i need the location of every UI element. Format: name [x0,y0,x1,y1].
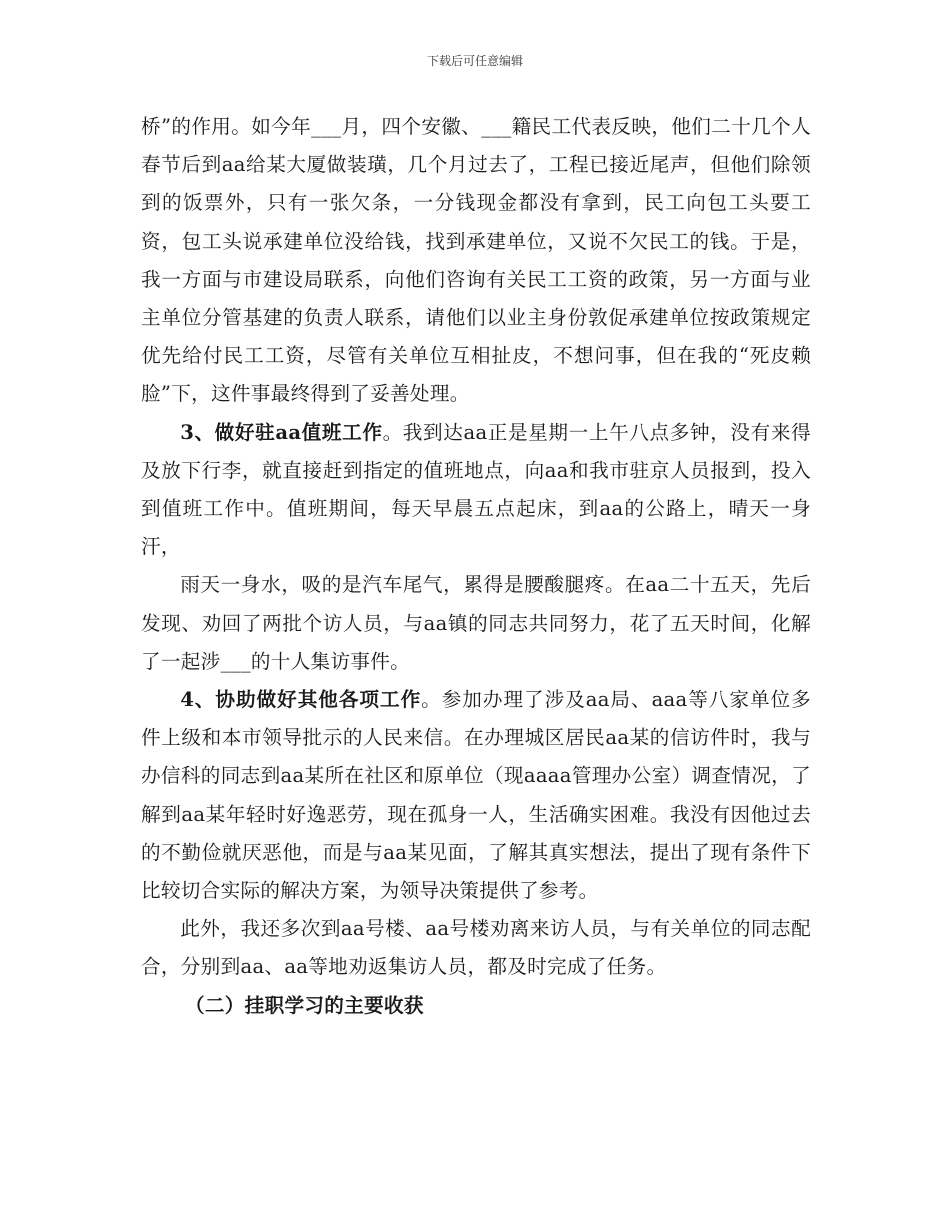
section-heading: （二）挂职学习的主要收获 [185,993,424,1017]
page-header: 下载后可任意编辑 [426,54,523,68]
item-heading-4: 4、协助做好其他各项工作 [180,688,422,712]
paragraph-5: 此外，我还多次到aa号楼、aa号楼劝离来访人员，与有关单位的同志配合，分别到aa、aa等地劝返集访人员，都及时完成了任务。 [141,917,811,979]
paragraph-1: 桥”的作用。如今年___月，四个安徽、___籍民工代表反映，他们二十几个人春节后到aa给某大厦做装璜，几个月过去了，工程已接近尾声，但他们除领到的饭票外，只有一张欠条，一分钱现金都没有拿到，民工向包工头要工资，包工头说承建单位没给钱，找到承建单位，又说不欠民工的钱。于是，我一方面与市建设局联系，向他们咨询有关民工工资的政策，另一方面与业主单位分管基建的负责人联系，请他们以业主身份敦促承建单位按政策规定优先给付民工工资，尽管有关单位互相扯皮，不想问事，但在我的“死皮赖脸”下，这件事最终得到了妥善处理。 [141,115,811,406]
paragraph-2 [141,414,811,567]
item-heading-3: 3、做好驻aa值班工作 [180,420,383,444]
paragraph-4-text: 。参加办理了涉及aa局、aaa等八家单位多件上级和本市领导批示的人民来信。在办理城区居民aa某的信访件时，我与办信科的同志到aa某所在社区和原单位（现aaaa管理办公室）调查情况，了解到aa某年轻时好逸恶劳，现在孤身一人，生活确实困难。我没有因他过去的不勤俭就厌恶他，而是与aa某见面，了解其真实想法，提出了现有条件下比较切合实际的解决方案，为领导决策提供了参考。 [141,688,811,903]
document-body [141,108,811,1025]
paragraph-3: 雨天一身水，吸的是汽车尾气，累得是腰酸腿疼。在aa二十五天，先后发现、劝回了两批个访人员，与aa镇的同志共同努力，花了五天时间，化解了一起涉___的十人集访事件。 [141,573,811,673]
paragraph-2-text: 。我到达aa正是星期一上午八点多钟，没有来得及放下行李，就直接赶到指定的值班地点，向aa和我市驻京人员报到，投入到值班工作中。值班期间，每天早晨五点起床，到aa的公路上，晴天一身汗， [141,420,811,559]
paragraph-4 [141,681,811,910]
